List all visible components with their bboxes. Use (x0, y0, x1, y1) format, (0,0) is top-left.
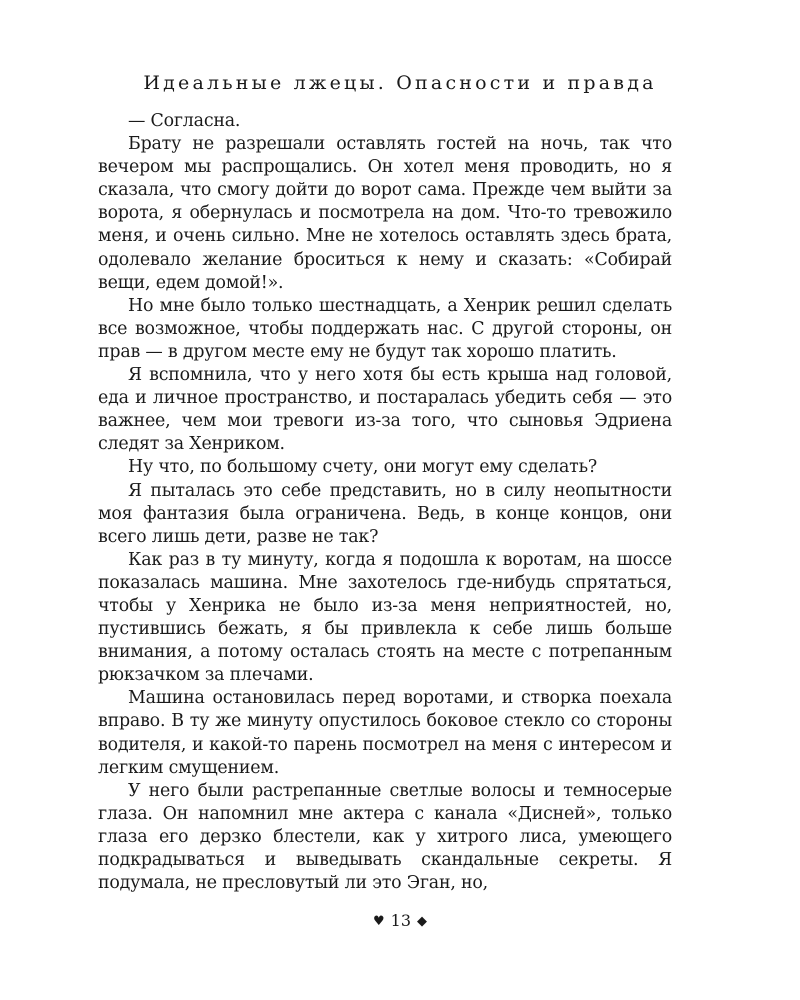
paragraph: Ну что, по большому счету, они могут ему сделать? (128, 457, 597, 478)
paragraph: Брату не разрешали оставлять гостей на ночь, так что вечером мы распрощались. Он хотел меня проводить, но я сказала, что смогу дойти до ворот сама. Прежде чем выйти за ворота, я обернулась и посмотрела на дом. Что-то тревожило меня, и очень сильно. Мне не хотелось оставлять здесь брата, одолевало желание броситься к нему и сказать: «Собирай вещи, едем домой!». (98, 134, 672, 293)
page-number: 13 (390, 911, 411, 930)
paragraph: Но мне было только шестнадцать, а Хенрик решил сделать все возможное, чтобы поддержать нас. С другой стороны, он прав — в другом месте ему не будут так хорошо платить. (98, 295, 672, 362)
paragraph: Как раз в ту минуту, когда я подошла к воротам, на шоссе показалась машина. Мне захотелось где-нибудь спрятаться, чтобы у Хенрика не было из-за меня неприятностей, но, пустившись бежать, я бы привлекла к себе лишь больше внимания, а потому осталась стоять на месте с потрепанным рюкзачком за плечами. (98, 549, 672, 686)
running-header: Идеальные лжецы. Опасности и правда (143, 72, 657, 94)
diamond-icon: ◆ (417, 914, 427, 929)
paragraph: У него были растрепанные светлые волосы и темносерые глаза. Он напомнил мне актера с канала «Дисней», только глаза его дерзко блестели, как у хитрого лиса, умеющего подкрадываться и выведывать скандальные секреты. Я подумала, не пресловутый ли это Эган, но, (98, 780, 672, 894)
paragraph: Я пыталась это себе представить, но в силу неопытности моя фантазия была ограничена. Ведь, в конце концов, они всего лишь дети, разве не так? (98, 480, 672, 547)
paragraph: Машина остановилась перед воротами, и створка поехала вправо. В ту же минуту опустилось боковое стекло со стороны водителя, и какой-то парень посмотрел на меня с интересом и легким смущением. (98, 688, 672, 778)
body-text (98, 110, 672, 895)
page-footer (0, 911, 800, 930)
heart-icon: ♥ (372, 914, 385, 929)
paragraph: — Согласна. (128, 111, 241, 131)
paragraph: Я вспомнила, что у него хотя бы есть крыша над головой, еда и личное пространство, и постаралась убедить себя — это важнее, чем мои тревоги из-за того, что сыновья Эдриена следят за Хенриком. (98, 365, 672, 455)
